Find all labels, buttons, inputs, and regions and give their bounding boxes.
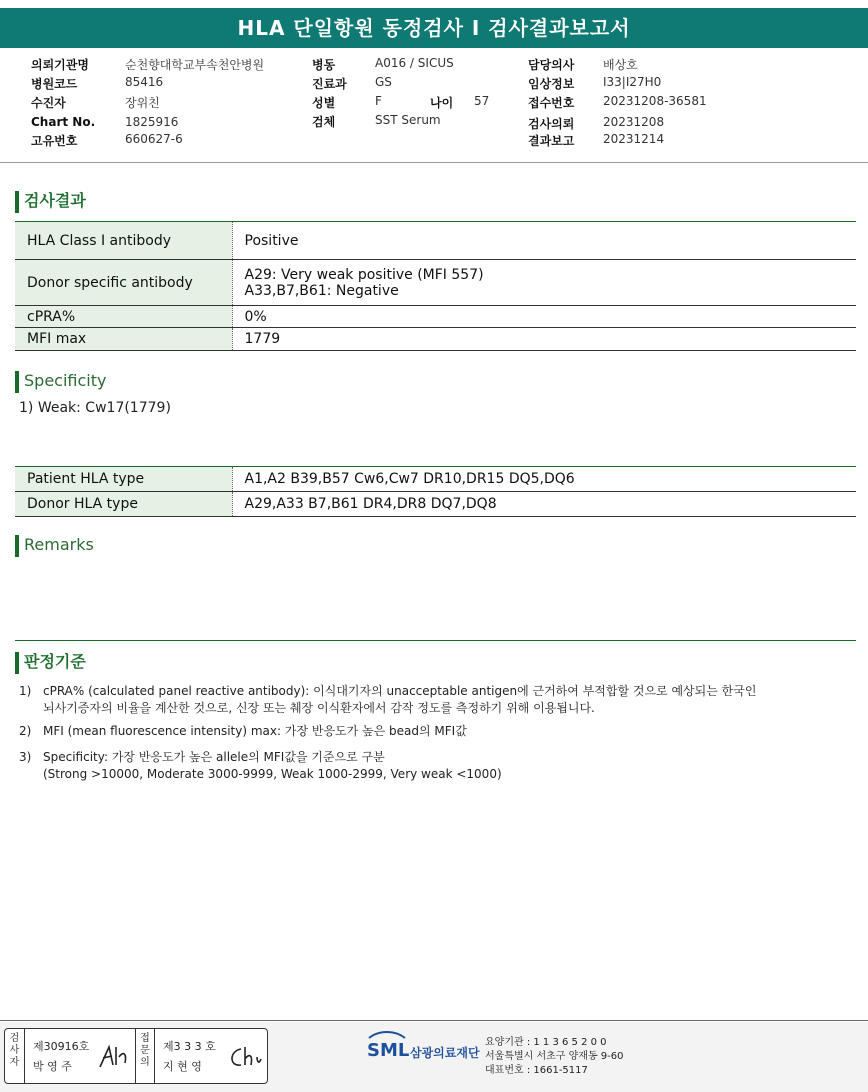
divider xyxy=(0,162,868,163)
age-label: 나이 xyxy=(430,96,454,110)
table-row xyxy=(15,467,856,492)
info-value: 20231208-36581 xyxy=(603,94,707,108)
info-value: 20231208 xyxy=(603,115,665,129)
result-key: cPRA% xyxy=(15,306,232,328)
divider xyxy=(0,1020,868,1021)
addr-line: 서울특별시 서초구 양재동 9-60 xyxy=(485,1051,624,1062)
dsa-line-2: A33,B7,B61: Negative xyxy=(244,282,399,299)
logo-text: SML xyxy=(367,1040,410,1061)
result-value: 1779 xyxy=(232,328,856,351)
criteria-line: MFI (mean fluorescence intensity) max: 가장 반응도가 높은 bead의 MFI값 xyxy=(43,724,467,738)
info-value: GS xyxy=(375,75,392,89)
approver-label: 접문의 xyxy=(135,1029,155,1083)
addr-line: 대표번호 : 1661-5117 xyxy=(485,1065,588,1076)
info-label: 진료과 xyxy=(312,77,347,91)
table-row xyxy=(15,306,856,328)
signature-stamp xyxy=(4,1028,268,1084)
hla-key: Donor HLA type xyxy=(15,492,232,517)
info-label: 검사의뢰 xyxy=(528,117,575,131)
approver-no: 제3 3 3 호 xyxy=(163,1040,216,1053)
hla-value: A29,A33 B7,B61 DR4,DR8 DQ7,DQ8 xyxy=(232,492,856,517)
info-label: 결과보고 xyxy=(528,134,575,148)
section-specificity-heading: Specificity xyxy=(15,371,106,391)
info-value: 순천향대학교부속천안병원 xyxy=(125,58,265,72)
criteria-item xyxy=(19,749,859,783)
info-label: 병동 xyxy=(312,58,336,72)
section-criteria-heading: 판정기준 xyxy=(15,652,86,672)
info-label: 접수번호 xyxy=(528,96,575,110)
approver-signature xyxy=(227,1043,263,1071)
specificity-item: 1) Weak: Cw17(1779) xyxy=(19,400,171,416)
info-value: 배상호 xyxy=(603,58,638,72)
result-value-multiline xyxy=(232,260,856,306)
criteria-num: 1) xyxy=(19,684,32,698)
result-value: 0% xyxy=(232,306,856,328)
table-row xyxy=(15,222,856,260)
tester-signature xyxy=(97,1043,131,1071)
org-name: 삼광의료재단 xyxy=(410,1046,480,1060)
hla-value: A1,A2 B39,B57 Cw6,Cw7 DR10,DR15 DQ5,DQ6 xyxy=(232,467,856,492)
info-label: 성별 xyxy=(312,96,336,110)
info-value: SST Serum xyxy=(375,113,441,127)
section-remarks-heading: Remarks xyxy=(15,535,94,555)
footer xyxy=(0,1022,868,1092)
report-title: HLA 단일항원 동정검사 I 검사결과보고서 xyxy=(0,8,868,48)
hla-key: Patient HLA type xyxy=(15,467,232,492)
info-label: 고유번호 xyxy=(31,134,78,148)
info-label: 담당의사 xyxy=(528,58,575,72)
dsa-line-1: A29: Very weak positive (MFI 557) xyxy=(244,266,484,283)
criteria-line: 뇌사기증자의 비율을 계산한 것으로, 신장 또는 췌장 이식환자에서 감작 정도를 측정하기 위해 이용됩니다. xyxy=(43,701,595,715)
info-value: 20231214 xyxy=(603,132,665,146)
section-results-heading: 검사결과 xyxy=(15,191,86,211)
info-value: A016 / SICUS xyxy=(375,56,454,70)
criteria-line: cPRA% (calculated panel reactive antibody): 이식대기자의 unacceptable antigen에 근거하여 부적합할 것으로 예상되는 한국인 xyxy=(43,684,757,698)
table-row xyxy=(15,260,856,306)
info-value: I33|I27H0 xyxy=(603,75,662,89)
info-label: 병원코드 xyxy=(31,77,78,91)
table-row xyxy=(15,328,856,351)
divider xyxy=(15,640,856,641)
result-key: MFI max xyxy=(15,328,232,351)
result-key: HLA Class I antibody xyxy=(15,222,232,260)
tester-label: 검사자 xyxy=(5,1029,25,1083)
results-table xyxy=(15,221,856,351)
criteria-item xyxy=(19,683,859,717)
info-label: 검체 xyxy=(312,115,336,129)
age-value: 57 xyxy=(474,94,490,108)
criteria-item xyxy=(19,723,859,740)
org-address xyxy=(485,1036,624,1078)
approver-name: 지 현 영 xyxy=(163,1060,202,1073)
tester-name: 박 영 주 xyxy=(33,1060,72,1073)
criteria-num: 3) xyxy=(19,750,32,764)
info-label: Chart No. xyxy=(31,115,96,129)
result-key: Donor specific antibody xyxy=(15,260,232,306)
info-label: 의뢰기관명 xyxy=(31,58,89,72)
tester-no: 제30916호 xyxy=(33,1040,90,1053)
info-value: 장위친 xyxy=(125,96,160,110)
criteria-line: (Strong >10000, Moderate 3000-9999, Weak 1000-2999, Very weak <1000) xyxy=(43,767,502,781)
info-value: 1825916 xyxy=(125,115,179,129)
table-row xyxy=(15,492,856,517)
info-value: 85416 xyxy=(125,75,164,89)
info-label: 임상정보 xyxy=(528,77,575,91)
info-label: 수진자 xyxy=(31,96,66,110)
addr-line: 요양기관 : 1 1 3 6 5 2 0 0 xyxy=(485,1037,607,1048)
criteria-line: Specificity: 가장 반응도가 높은 allele의 MFI값을 기준으로 구분 xyxy=(43,750,385,764)
criteria-num: 2) xyxy=(19,724,32,738)
result-value: Positive xyxy=(232,222,856,260)
info-value: 660627-6 xyxy=(125,132,183,146)
hla-type-table xyxy=(15,466,856,517)
info-value: F xyxy=(375,94,382,108)
